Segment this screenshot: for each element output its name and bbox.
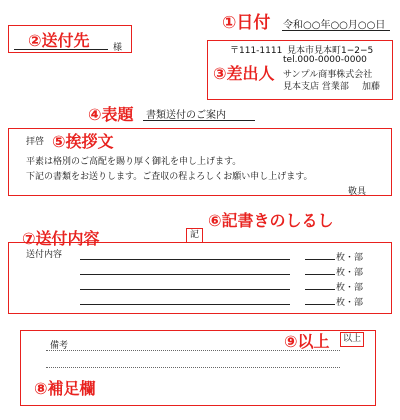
sender-postal: 〒111-1111 (230, 46, 283, 56)
quantity-line (305, 259, 335, 260)
greeting-line2: 下記の書類をお送りします。ご査収の程よろしくお願い申し上げます。 (26, 172, 313, 182)
contents-title: 送付内容 (26, 250, 63, 260)
quantity-unit: 枚・部 (336, 253, 364, 263)
sender-company: サンプル商事株式会社 (283, 70, 373, 80)
subject-value: 書類送付のご案内 (146, 110, 226, 121)
sender-department: 見本支店 営業部 (283, 82, 349, 92)
date-value: 令和○○年○○月○○日 (283, 20, 386, 31)
remarks-title: 備考 (50, 341, 69, 351)
remarks-dotted-line (46, 367, 340, 368)
subject-underline (143, 120, 255, 121)
greeting-opening: 拝啓 (26, 137, 45, 147)
quantity-unit: 枚・部 (336, 283, 364, 293)
item-line (80, 289, 290, 290)
sender-address: 見本市見本町1−2−5 (287, 46, 374, 56)
ending-label: ⑨以上 (284, 332, 330, 351)
greeting-label: ⑤挨拶文 (52, 132, 114, 151)
sender-tel: tel.000-0000-0000 (283, 55, 367, 65)
recipient-label: ②送付先 (28, 31, 90, 50)
quantity-line (305, 289, 335, 290)
notation-label: ⑥記書きのしるし (208, 211, 334, 230)
item-line (80, 304, 290, 305)
recipient-underline (14, 49, 108, 50)
recipient-suffix: 様 (113, 43, 123, 53)
quantity-line (305, 274, 335, 275)
item-line (80, 259, 290, 260)
contents-label: ⑦送付内容 (22, 229, 100, 248)
item-line (80, 274, 290, 275)
subject-label: ④表題 (88, 105, 134, 124)
remarks-label: ⑧補足欄 (34, 379, 96, 398)
ending-value: 以上 (340, 332, 364, 347)
sender-label: ③差出人 (213, 64, 275, 83)
quantity-unit: 枚・部 (336, 268, 364, 278)
notation-value: 記 (186, 228, 203, 243)
date-label: ①日付 (222, 13, 271, 33)
quantity-unit: 枚・部 (336, 298, 364, 308)
greeting-line1: 平素は格別のご高配を賜り厚く御礼を申し上げます。 (26, 157, 242, 167)
sender-name: 加藤 (362, 82, 381, 92)
quantity-line (305, 304, 335, 305)
greeting-closing: 敬具 (348, 187, 367, 197)
date-underline (282, 30, 390, 31)
